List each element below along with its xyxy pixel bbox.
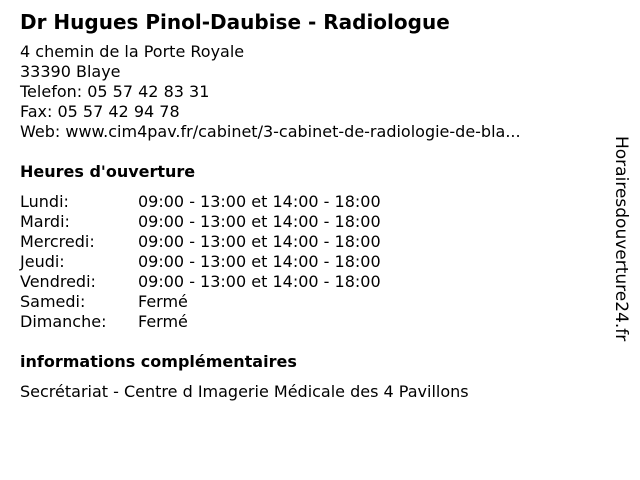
hours-time-value: 09:00 - 13:00 et 14:00 - 18:00 (138, 272, 381, 291)
website-link[interactable]: Web: www.cim4pav.fr/cabinet/3-cabinet-de-radiologie-de-bla... (20, 122, 521, 141)
hours-day-label: Mercredi: (20, 232, 95, 251)
hours-time-value: 09:00 - 13:00 et 14:00 - 18:00 (138, 212, 381, 231)
hours-row-friday (20, 272, 600, 292)
hours-time-value: 09:00 - 13:00 et 14:00 - 18:00 (138, 192, 381, 211)
address-block (20, 42, 600, 142)
hours-time-value: 09:00 - 13:00 et 14:00 - 18:00 (138, 232, 381, 251)
hours-table (20, 192, 600, 332)
site-watermark: Horairesdouverture24.fr (611, 136, 631, 342)
hours-time-value: Fermé (138, 312, 188, 331)
hours-row-monday (20, 192, 600, 212)
hours-day-label: Mardi: (20, 212, 70, 231)
hours-time-value: Fermé (138, 292, 188, 311)
hours-heading: Heures d'ouverture (20, 162, 196, 181)
phone-number: Telefon: 05 57 42 83 31 (20, 82, 210, 101)
info-text: Secrétariat - Centre d Imagerie Médicale des 4 Pavillons (20, 382, 469, 401)
hours-row-wednesday (20, 232, 600, 252)
hours-row-thursday (20, 252, 600, 272)
hours-row-tuesday (20, 212, 600, 232)
hours-day-label: Vendredi: (20, 272, 96, 291)
page-title: Dr Hugues Pinol-Daubise - Radiologue (20, 10, 450, 34)
hours-day-label: Jeudi: (20, 252, 65, 271)
fax-number: Fax: 05 57 42 94 78 (20, 102, 180, 121)
hours-day-label: Lundi: (20, 192, 69, 211)
hours-time-value: 09:00 - 13:00 et 14:00 - 18:00 (138, 252, 381, 271)
business-card (20, 10, 600, 402)
hours-row-saturday (20, 292, 600, 312)
address-city: 33390 Blaye (20, 62, 121, 81)
hours-day-label: Dimanche: (20, 312, 107, 331)
info-heading: informations complémentaires (20, 352, 297, 371)
hours-day-label: Samedi: (20, 292, 86, 311)
hours-row-sunday (20, 312, 600, 332)
address-street: 4 chemin de la Porte Royale (20, 42, 245, 61)
